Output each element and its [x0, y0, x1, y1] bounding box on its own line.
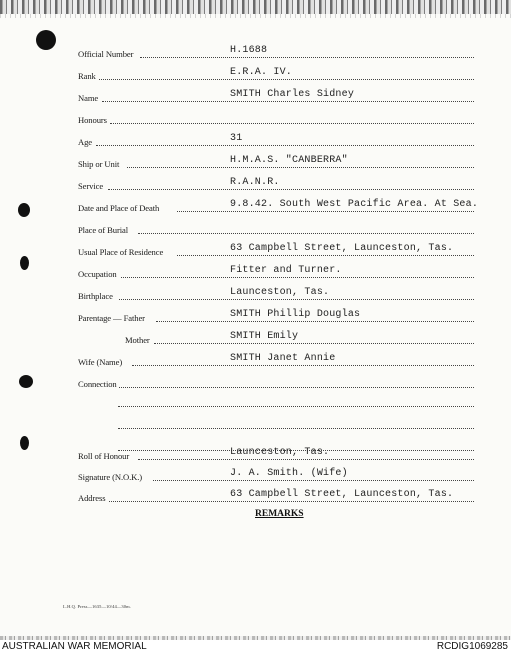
value-roll-of-honour: Launceston, Tas. — [230, 447, 330, 458]
field-name — [78, 89, 474, 103]
field-father — [78, 309, 474, 323]
label-official-number: Official Number — [78, 49, 134, 59]
label-signature-nok: Signature (N.O.K.) — [78, 472, 143, 482]
label-usual-residence: Usual Place of Residence — [78, 247, 164, 257]
field-ship-or-unit — [78, 155, 474, 169]
value-name: SMITH Charles Sidney — [230, 89, 355, 100]
value-occupation: Fitter and Turner. — [230, 265, 342, 276]
label-name: Name — [78, 93, 99, 103]
value-age: 31 — [230, 133, 243, 144]
label-date-place-of-death: Date and Place of Death — [78, 203, 160, 213]
field-birthplace — [78, 287, 474, 301]
label-mother: Mother — [125, 335, 150, 345]
label-rank: Rank — [78, 71, 96, 81]
label-occupation: Occupation — [78, 269, 117, 279]
scan-top-edge-shadow — [0, 14, 511, 18]
value-official-number: H.1688 — [230, 45, 268, 56]
value-birthplace: Launceston, Tas. — [230, 287, 330, 298]
label-connection: Connection — [78, 379, 117, 389]
field-age — [78, 133, 474, 147]
value-father: SMITH Phillip Douglas — [230, 309, 361, 320]
field-usual-residence — [78, 243, 474, 257]
label-wife: Wife (Name) — [78, 357, 123, 367]
scan-top-edge — [0, 0, 511, 14]
footer-institution: AUSTRALIAN WAR MEMORIAL — [2, 641, 147, 652]
field-place-of-burial — [78, 221, 474, 235]
punch-hole-middle — [20, 256, 29, 270]
connection-blank-line-2 — [78, 399, 474, 413]
punch-hole-lower — [19, 375, 33, 388]
label-address: Address — [78, 493, 106, 503]
field-service — [78, 177, 474, 191]
value-address: 63 Campbell Street, Launceston, Tas. — [230, 489, 454, 500]
label-honours: Honours — [78, 115, 107, 125]
value-ship-or-unit: H.M.A.S. "CANBERRA" — [230, 155, 348, 166]
field-occupation — [78, 265, 474, 279]
label-age: Age — [78, 137, 93, 147]
field-signature-nok — [78, 468, 474, 482]
label-place-of-burial: Place of Burial — [78, 225, 129, 235]
field-official-number — [78, 45, 474, 59]
label-ship-or-unit: Ship or Unit — [78, 159, 120, 169]
label-birthplace: Birthplace — [78, 291, 113, 301]
value-service: R.A.N.R. — [230, 177, 280, 188]
label-father: Parentage — Father — [78, 313, 145, 323]
value-rank: E.R.A. IV. — [230, 67, 293, 78]
label-roll-of-honour: Roll of Honour — [78, 451, 130, 461]
value-signature-nok: J. A. Smith. (Wife) — [230, 468, 348, 479]
remarks-heading: REMARKS — [255, 509, 304, 519]
footer-record-id: RCDIG1069285 — [436, 641, 508, 652]
field-rank — [78, 67, 474, 81]
punch-hole-top — [36, 30, 56, 50]
label-service: Service — [78, 181, 104, 191]
field-address — [78, 489, 474, 503]
punch-hole-bottom — [20, 436, 29, 450]
printer-imprint: L.H.Q. Press—1635—10/44—30m. — [63, 604, 131, 609]
value-usual-residence: 63 Campbell Street, Launceston, Tas. — [230, 243, 454, 254]
connection-blank-line-1 — [78, 377, 474, 391]
field-date-place-of-death — [78, 199, 479, 213]
field-honours — [78, 111, 474, 125]
punch-hole-upper — [18, 203, 30, 217]
field-mother — [78, 331, 474, 345]
archive-footer — [0, 640, 511, 654]
value-wife: SMITH Janet Annie — [230, 353, 336, 364]
field-roll-of-honour — [78, 447, 474, 461]
field-wife — [78, 353, 474, 367]
value-date-place-of-death: 9.8.42. South West Pacific Area. At Sea. — [230, 199, 479, 210]
value-mother: SMITH Emily — [230, 331, 299, 342]
connection-blank-line-3 — [78, 421, 474, 435]
